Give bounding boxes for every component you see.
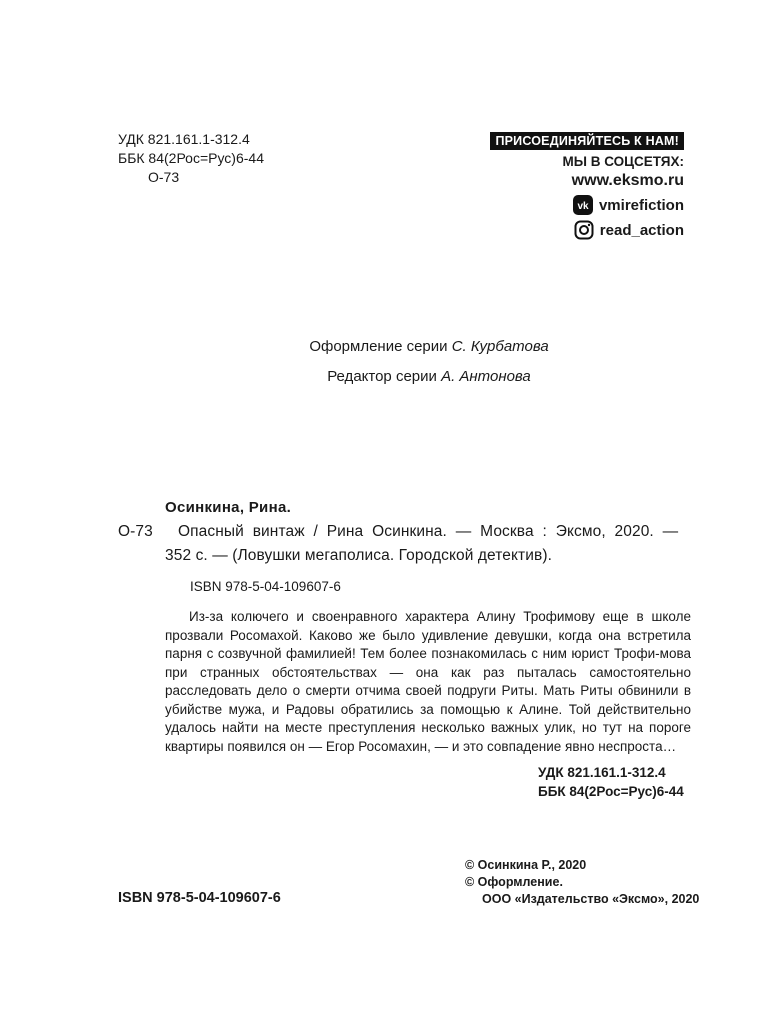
instagram-social-row[interactable] [490,220,684,240]
vk-icon [573,195,593,215]
record-title-line1: Опасный винтаж / Рина Осинкина. — Москва : Эксмо, 2020. — [178,523,679,540]
design-label: Оформление серии [309,338,448,355]
copyright-author: © Осинкина Р., 2020 [465,858,587,872]
author-sign-code: О-73 [148,169,180,185]
copyright-publisher: ООО «Издательство «Эксмо», 2020 [482,892,700,906]
footer-isbn: ISBN 978-5-04-109607-6 [118,890,281,906]
record-code: О-73 [118,523,153,540]
design-name: С. Курбатова [451,338,549,355]
series-editor-credit [0,368,768,385]
udk-code: УДК 821.161.1-312.4 [118,131,250,147]
vk-social-row[interactable] [490,195,684,215]
social-promo-block [490,132,684,240]
instagram-icon [574,220,594,240]
annotation-udk: УДК 821.161.1-312.4 [538,765,666,780]
record-author: Осинкина, Рина. [165,499,292,516]
series-design-credit [0,338,768,355]
editor-name: А. Антонова [441,368,531,385]
annotation [165,608,691,756]
record-isbn: ISBN 978-5-04-109607-6 [190,579,341,594]
record-title-line2: 352 с. — (Ловушки мегаполиса. Городской детектив). [165,547,553,564]
annotation-text: Из-за колючего и своенравного характера Алину Трофимову еще в школе прозвали Росомахой. Каково же было удивление девушки, когда она встретила парня с созвучной фамилией! Тем более познакомилась с ним юрист Трофи-мова при странных обстоятельствах — она как раз пыталась самостоятельно расследовать дело о смерти отчима своей подруги Риты. Мать Риты обвинили в убийстве мужа, и Радовы обратились за помощью к Алине. Той действительно удалось найти на месте преступления несколько важных улик, но тут на пороге квартиры появился он — Егор Росомахин, — и это совпадение явно неспроста… [165,609,691,754]
website-link[interactable]: www.eksmo.ru [571,172,684,189]
bbk-code: ББК 84(2Рос=Рус)6-44 [118,150,264,166]
annotation-bbk: ББК 84(2Рос=Рус)6-44 [538,784,684,799]
instagram-handle: read_action [599,221,684,239]
join-us-banner: ПРИСОЕДИНЯЙТЕСЬ К НАМ! [490,132,684,150]
copyright-design: © Оформление. [465,875,563,889]
social-heading: МЫ В СОЦСЕТЯХ: [562,154,684,169]
svg-text:vk: vk [577,201,589,212]
editor-label: Редактор серии [327,368,437,385]
vk-handle: vmirefiction [598,196,684,214]
